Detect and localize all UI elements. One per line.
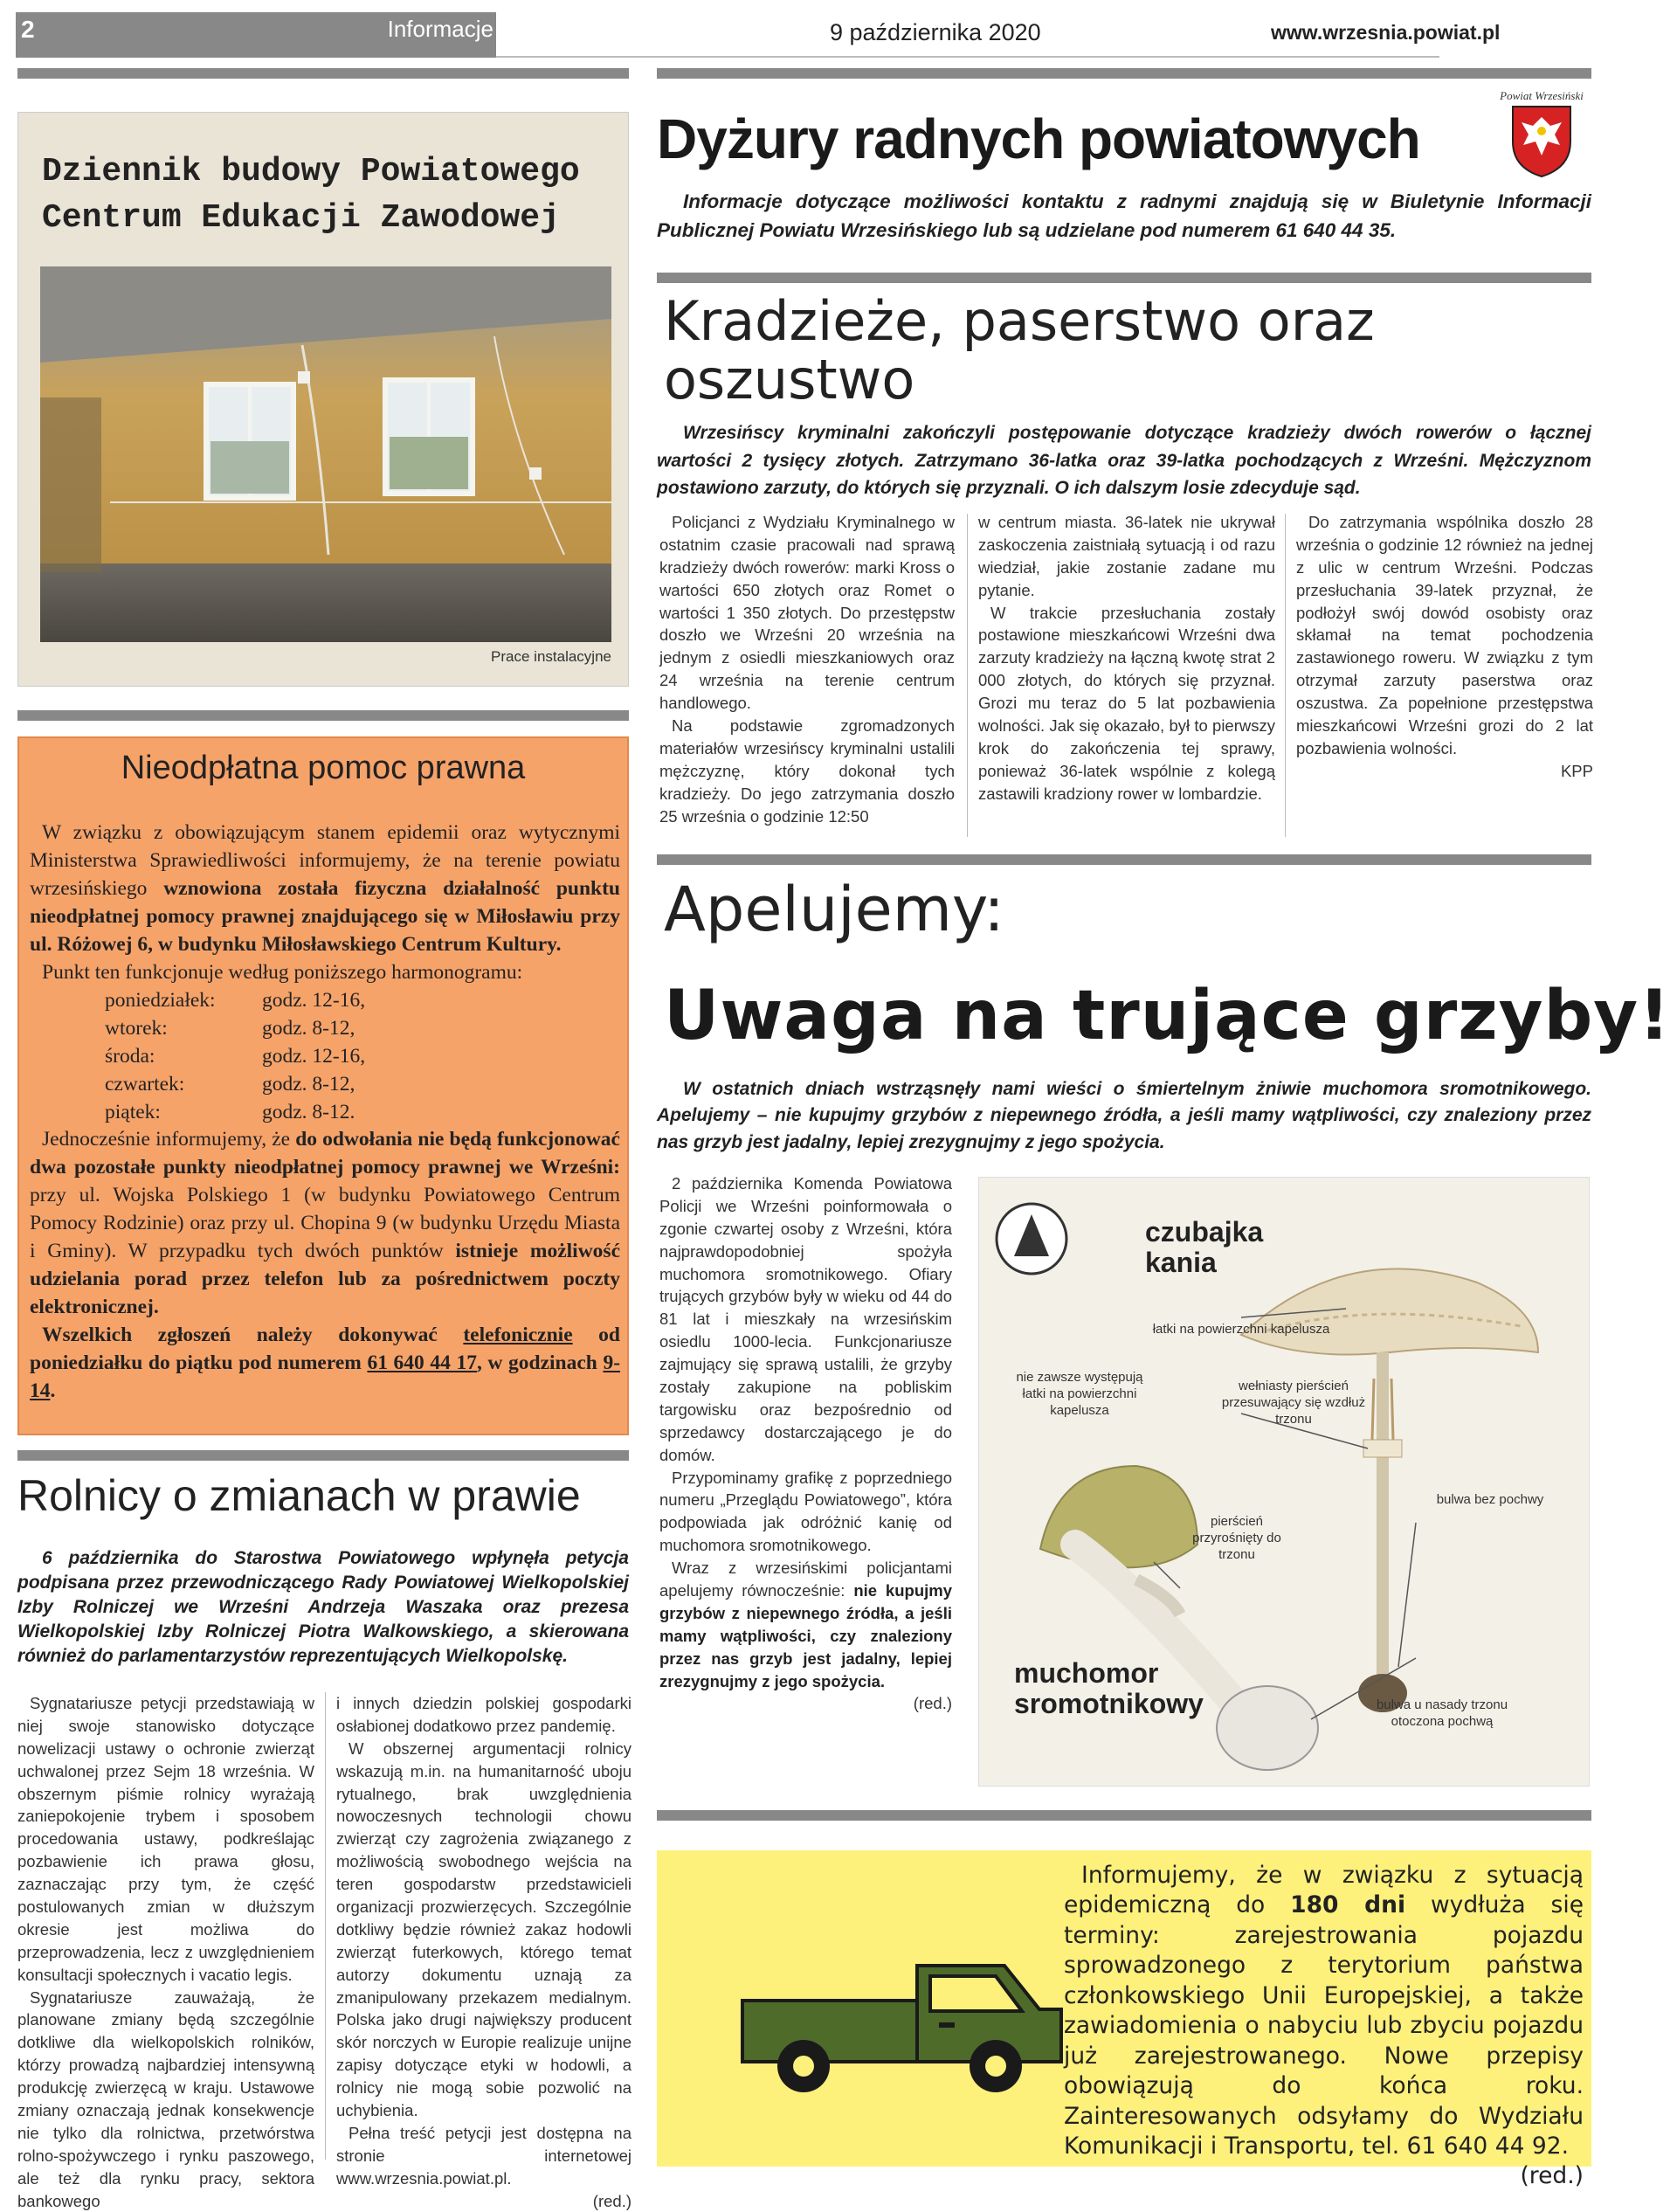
header-rule xyxy=(496,56,1439,58)
section-divider xyxy=(17,1450,629,1461)
label-attached-ring: pierścień przyrośnięty do trzonu xyxy=(1192,1514,1281,1562)
theft-column-1: Policjanci z Wydziału Kryminalnego w ostatnim czasie pracowali nad sprawą kradzieży dwóch rowerów: marki Kross o wartości 650 złotych oraz Romet o wartości 1 350 złotych. Do przestępstw doszło we Wrześni 20 września na jednym z osiedli mieszkaniowych oraz 24 września na terenie centrum handlowego. Na podstawie zgromadzonych materiałów wrzesińscy kryminalni ustalili mężczyznę, który dokonał tych kradzieży. Do jego zatrzymania doszło 25 września o godzinie 12:50 xyxy=(659,513,955,826)
issue-date: 9 października 2020 xyxy=(830,19,1041,45)
theft-column-2: w centrum miasta. 36-latek nie ukrywał zaskoczenia zaistniałą sytuacją i od razu wiedział, jakie zostanie zadane mu pytanie. W trakcie przesłuchania zostały postawione mieszkańcowi Wrześni dwa zarzuty kradzieży na łączną kwotę strat 2 000 złotych, do których się przyznał. Grozi mu teraz do 5 lat pozbawienia wolności. Jak się okazało, był to pierwszy krok do zakończenia tej sprawy, ponieważ 36-latek wspólnie z kolegą zastawili kradziony rower w lombardzie. xyxy=(978,513,1275,803)
mushroom-lead: W ostatnich dniach wstrząsnęły nami wieści o śmiertelnym żniwie muchomora sromotnikowego. Apelujemy – nie kupujmy grzybów z niepewnego źródła, a jeśli mamy wątpliwości, czy znaleziony przez nas grzyb jest jadalny, lepiej zrezygnujmy z jego spożycia. xyxy=(657,1079,1591,1152)
author-sign: (red.) xyxy=(1520,2162,1584,2190)
theft-column-3: Do zatrzymania wspólnika doszło 28 września o godzinie 12 również na jednej z ulic w centrum Wrześni. Podczas przesłuchania 39-latek przyznał, że podłożył swój dowód osobisty oraz skłamał na temat pochodzenia zastawionego roweru. W związku z tym otrzymał zarzuty paserstwa oraz oszustwa. Za popełnione przestępstwa mieszkańcowi Wrześni grozi do 2 lat pozbawienia wolności. KPP xyxy=(1296,511,1593,783)
schedule-row: piątek: godz. 8-12. xyxy=(105,1100,355,1123)
farmers-column-1: Sygnatariusze petycji przedstawiają w niej swoje stanowisko dotyczące nowelizacji ustawy o ochronie zwierząt uchwalonej przez Sejm 18 września. W obszernym piśmie rolnicy wyrażają zaniepokojenie trybem i sposobem procedowania ustawy, podkreślając pozbawienie ich prawa głosu, zaznaczając przy tym, że część postulowanych zmian w dłuższym okresie jest możliwa do przeprowadzenia, lecz z uwzględnieniem konsultacji społecznych i vacatio legis. Sygnatariusze zauważają, że planowane zmiany będą szczególnie dotkliwe dla wielkopolskich rolników, którzy prowadzą najbardziej intensywną produkcję zwierzęcą w kraju. Ustawowe zmiany oznaczają jednak konsekwencje nie tylko dla rolnictwa, przetwórstwa rolno-spożywczego i rynku paszowego, ale też dla rynku pracy, sektora bankowego xyxy=(17,1694,314,2210)
author-sign: (red.) xyxy=(592,2191,631,2210)
section-divider xyxy=(17,710,629,721)
svg-text:Powiat Wrzesiński: Powiat Wrzesiński xyxy=(1500,89,1584,102)
photo-caption: Prace instalacyjne xyxy=(491,648,611,665)
column-rule xyxy=(1285,514,1286,837)
kania-name: czubajka kania xyxy=(1145,1216,1264,1279)
author-sign: KPP xyxy=(1560,761,1593,780)
mushroom-column: 2 października Komenda Powiatowa Policji we Wrześni poinformowała o zgonie czwartej osoby z Wrześni, która najprawdopodobniej spożyła muchomora sromotnikowego. Ofiary trujących grzybów były w wieku od 44 do 81 lat i mieszkały na wrzesińskim osiedlu 1000-lecia. Funkcjonariusze zajmujący się sprawą ustalili, że grzyby zostały zakupione na pobliskim targowisku oraz bezpośrednio od sprzedawcy dostarczającego je do domów. Przypominamy grafikę z poprzedniego numeru „Przeglądu Powiatowego”, która podpowiada jak odróżnić kanię od muchomora sromotnikowego. Wraz z wrzesińskimi policjantami apelujemy równocześnie: nie kupujmy grzybów z niepewnego źródła, a jeśli mamy wątpliwości, czy znaleziony przez nas grzyb jest jadalny, lepiej zrezygnujmy z jego spożycia. (red.) xyxy=(659,1172,952,1715)
label-woolly-ring: wełniasty pierścień przesuwający się wzdłuż trzonu xyxy=(1221,1379,1366,1427)
farmers-column-2: i innych dziedzin polskiej gospodarki osłabionej dodatkowo przez pandemię. W obszernej argumentacji rolnicy wskazują m.in. na humanitarność uboju rytualnego, brak uwzględnienia nowoczesnych technologii chowu zwierząt czy zagrożenia związanego z możliwością swobodnego wejścia na teren gospodarstw przedstawicieli organizacji prozwierzęcych. Szczególnie dotkliwy będzie również zakaz hodowli zwierząt futerkowych, którego temat autorzy dokumentu uznają za zmanipulowany przekazem medialnym. Polska jako drugi największy producent skór norczych w Europie realizuje unijne zapisy dotyczące etyki w hodowli, a rolnicy nie mogą sobie pozwolić na uchybienia. Pełna treść petycji jest dostępna na stronie internetowej www.wrzesnia.powiat.pl. (red.) xyxy=(336,1692,631,2212)
mushroom-title-2: Uwaga na trujące grzyby! xyxy=(664,977,1671,1055)
vehicle-notice-text: Informujemy, że w związku z sytuacją epidemiczną do 180 dni wydłuża się terminy: zarejestrowania pojazdu sprowadzonego z terytorium państwa członkowskiego Unii Europejskiej, a także zawiadomienia o nabyciu lub zbyciu pojazdu już zarejestrowanego. Nowe przepisy obowiązują do końca roku. Zainteresowanych odsyłamy do Wydziału Komunikacji i Transportu, tel. 61 640 44 92. (red.) xyxy=(1064,1861,1584,2192)
schedule-row: środa: godz. 12-16, xyxy=(105,1044,366,1068)
schedule-row: czwartek: godz. 8-12, xyxy=(105,1072,355,1096)
section-divider xyxy=(657,1810,1591,1821)
column-rule xyxy=(967,514,968,837)
legal-aid-title: Nieodpłatna pomoc prawna xyxy=(121,750,526,786)
column-rule xyxy=(325,1692,326,2160)
section-divider xyxy=(657,854,1591,865)
section-divider xyxy=(657,68,1591,79)
section-divider xyxy=(657,273,1591,283)
section-divider xyxy=(17,68,629,79)
label-no-patches: nie zawsze występują łatki na powierzchni kapelusza xyxy=(1016,1370,1143,1418)
duty-lead: Informacje dotyczące możliwości kontaktu z radnymi znajdują się w Biuletynie Informacji Publicznej Powiatu Wrzesińskiego lub są udzielane pod numerem 61 640 44 35. xyxy=(657,190,1591,241)
label-bulb: bulwa bez pochwy xyxy=(1436,1492,1544,1507)
construction-diary-title: Dziennik budowy Powiatowego Centrum Edukacji Zawodowej xyxy=(42,153,580,238)
duty-title: Dyżury radnych powiatowych xyxy=(657,107,1420,170)
county-crest-icon xyxy=(1500,87,1584,178)
label-patches: łatki na powierzchni kapelusza xyxy=(1152,1322,1330,1337)
page-number: 2 xyxy=(16,12,42,58)
death-cap-name: muchomor sromotnikowy xyxy=(1014,1657,1204,1720)
farmers-title: Rolnicy o zmianach w prawie xyxy=(17,1471,581,1520)
website-link[interactable]: www.wrzesnia.powiat.pl xyxy=(1271,21,1501,44)
mushroom-infographic xyxy=(978,1177,1590,1787)
farmers-lead: 6 października do Starostwa Powiatowego wpłynęła petycja podpisana przez przewodniczącego Rady Powiatowej Wielkopolskiej Izby Rolniczej we Wrześni Andrzeja Waszaka oraz prezesa Wielkopolskiej Izby Rolniczej Piotra Walkowskiego, a skierowana również do parlamentarzystów reprezentujących Wielkopolskę. xyxy=(17,1548,629,1666)
construction-photo xyxy=(40,266,611,642)
theft-lead: Wrzesińscy kryminalni zakończyli postępowanie dotyczące kradzieży dwóch rowerów o łącznej wartości 2 tysięcy złotych. Zatrzymano 36-latka oraz 39-latka pochodzących z Wrześni. Mężczyznom postawiono zarzuty, do których się przyznali. O ich dalszym losie zdecyduje sąd. xyxy=(657,423,1591,498)
label-volva: bulwa u nasady trzonu otoczona pochwą xyxy=(1376,1697,1508,1729)
pickup-truck-icon xyxy=(725,1931,1074,2105)
schedule-row: wtorek: godz. 8-12, xyxy=(105,1016,355,1040)
section-name: Informacje xyxy=(387,16,493,42)
schedule-row: poniedziałek: godz. 12-16, xyxy=(105,988,366,1012)
theft-title: Kradzieże, paserstwo oraz oszustwo xyxy=(664,289,1375,411)
author-sign: (red.) xyxy=(913,1694,952,1713)
legal-aid-body: W związku z obowiązującym stanem epidemii oraz wytycznymi Ministerstwa Sprawiedliwości informujemy, że na terenie powiatu wrzesińskiego wznowiona została fizyczna działalność punktu nieodpłatnej pomocy prawnej znajdującego się w Miłosławiu przy ul. Różowej 6, w budynku Miłosławskiego Centrum Kultury. Punkt ten funkcjonuje według poniższego harmonogramu: poniedziałek: godz. 12-16, wtorek: godz. 8-12, środa: godz. 12-16, czwartek: godz. 8-12, piątek: godz. 8-12. Jednocześnie informujemy, że do odwołania nie będą funkcjonować dwa pozostałe punkty nieodpłatnej pomocy prawnej we Wrześni: przy ul. Wojska Polskiego 1 (w budynku Powiatowego Centrum Pomocy Rodzinie) oraz przy ul. Chopina 9 (w budynku Urzędu Miasta i Gminy). W przypadku tych dwóch punktów istnieje możliwość udzielania porad przez telefon lub za pośrednictwem poczty elektronicznej. Wszelkich zgłoszeń należy dokonywać telefonicznie od poniedziałku do piątku pod numerem 61 640 44 17, w godzinach 9-14. xyxy=(30,821,621,1403)
mushroom-title-1: Apelujemy: xyxy=(664,874,1004,945)
